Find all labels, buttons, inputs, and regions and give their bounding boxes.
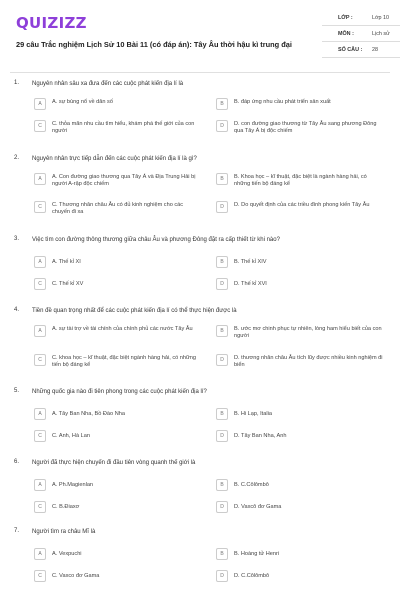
option-letter: D <box>216 354 228 366</box>
option-letter: C <box>34 501 46 513</box>
option-text: C. Thương nhân châu Âu có đủ kinh nghiệm cho các chuyến đi xa <box>52 202 184 216</box>
option-text: A. Vexpuchi <box>52 551 82 557</box>
option-text: B. đáp ứng nhu cầu phát triển sản xuất <box>234 99 331 105</box>
option-letter: B <box>216 256 228 268</box>
option-letter: B <box>216 479 228 491</box>
option-text: B. C.Côlômbô <box>234 482 269 488</box>
option-b[interactable] <box>216 479 388 497</box>
option-d[interactable] <box>216 278 388 296</box>
question-text: Người đã thực hiện chuyến đi đầu tiên vòng quanh thế giới là <box>32 460 196 466</box>
option-c[interactable] <box>34 354 206 372</box>
option-letter: A <box>34 325 46 337</box>
option-d[interactable] <box>216 430 388 448</box>
option-b[interactable] <box>216 173 388 191</box>
option-a[interactable] <box>34 479 206 497</box>
question-number: 3. <box>14 236 20 242</box>
option-a[interactable] <box>34 548 206 566</box>
option-d[interactable] <box>216 570 388 588</box>
option-text: B. Thế kỉ XIV <box>234 259 267 265</box>
option-text: B. Hi Lạp, Italia <box>234 411 272 417</box>
worksheet-title: 29 câu Trắc nghiệm Lịch Sử 10 Bài 11 (có đáp án): Tây Âu thời hậu kì trung đại <box>16 40 292 49</box>
option-b[interactable] <box>216 548 388 566</box>
option-text: A. sự tài trợ về tài chính của chính phủ các nước Tây Âu <box>52 326 193 332</box>
option-text: A. Tây Ban Nha, Bồ Đào Nha <box>52 411 125 417</box>
option-c[interactable] <box>34 278 206 296</box>
question-number: 2. <box>14 155 20 161</box>
option-text: D. Tây Ban Nha, Anh <box>234 433 287 439</box>
option-text: A. sự bùng nổ về dân số <box>52 99 113 105</box>
option-text: A. Thế kỉ XI <box>52 259 81 265</box>
option-letter: C <box>34 354 46 366</box>
option-text: C. thỏa mãn nhu cầu tìm hiểu, khám phá thế giới của con người <box>52 121 195 135</box>
question-number: 6. <box>14 459 20 465</box>
option-text: D. con đường giao thương từ Tây Âu sang phương Đông qua Tây Á bị độc chiếm <box>234 121 377 135</box>
option-letter: C <box>34 120 46 132</box>
option-d[interactable] <box>216 354 388 372</box>
option-b[interactable] <box>216 325 388 343</box>
option-text: D. Do quyết định của các triều đình phong kiến Tây Âu <box>234 202 370 208</box>
meta-label: SỐ CÂU : <box>338 47 363 53</box>
option-text: C. Thế kỉ XV <box>52 281 84 287</box>
option-letter: B <box>216 325 228 337</box>
option-letter: D <box>216 501 228 513</box>
header-divider <box>10 72 390 73</box>
meta-value: Lớp 10 <box>372 15 390 21</box>
option-letter: A <box>34 256 46 268</box>
option-a[interactable] <box>34 408 206 426</box>
meta-label: LỚP : <box>338 15 353 21</box>
option-text: D. thương nhân châu Âu tích lũy được nhiều kinh nghiệm đi biển <box>234 355 383 369</box>
option-a[interactable] <box>34 256 206 274</box>
option-b[interactable] <box>216 256 388 274</box>
meta-label: MÔN : <box>338 31 354 37</box>
question-text: Những quốc gia nào đi tiên phong trong các cuộc phát kiến địa lí? <box>32 389 207 395</box>
question-text: Người tìm ra châu Mĩ là <box>32 529 96 535</box>
meta-row-class <box>322 10 400 26</box>
option-letter: A <box>34 548 46 560</box>
option-d[interactable] <box>216 201 388 219</box>
option-a[interactable] <box>34 98 206 116</box>
option-letter: B <box>216 98 228 110</box>
option-c[interactable] <box>34 120 206 138</box>
option-letter: D <box>216 278 228 290</box>
option-text: A. Ph.Magienlan <box>52 482 94 488</box>
option-b[interactable] <box>216 98 388 116</box>
option-letter: B <box>216 548 228 560</box>
option-text: C. Vaxco đơ Gama <box>52 573 100 579</box>
option-letter: D <box>216 430 228 442</box>
option-d[interactable] <box>216 501 388 519</box>
option-c[interactable] <box>34 430 206 448</box>
worksheet-header <box>10 10 390 66</box>
option-text: B. ước mơ chinh phục tự nhiên, lòng ham hiểu biết của con người <box>234 326 382 340</box>
question-number: 5. <box>14 388 20 394</box>
question-text: Nguyên nhân trực tiếp dẫn đến các cuộc phát kiến địa lí là gì? <box>32 156 197 162</box>
question-text: Nguyên nhân sâu xa đưa đến các cuộc phát kiến địa lí là <box>32 81 184 87</box>
meta-row-subject <box>322 26 400 42</box>
option-letter: D <box>216 570 228 582</box>
option-letter: D <box>216 201 228 213</box>
meta-value: Lịch sử <box>372 31 390 37</box>
option-letter: A <box>34 408 46 420</box>
question-number: 4. <box>14 307 20 313</box>
option-text: C. Anh, Hà Lan <box>52 433 90 439</box>
question-text: Tiền đề quan trọng nhất để các cuộc phát kiến địa lí có thể thực hiện được là <box>32 308 237 314</box>
option-letter: C <box>34 430 46 442</box>
option-letter: C <box>34 201 46 213</box>
question-text: Việc tìm con đường thông thương giữa châu Âu và phương Đông đặt ra cấp thiết từ khi nào? <box>32 237 280 243</box>
option-c[interactable] <box>34 201 206 219</box>
option-text: D. C.Côlômbô <box>234 573 270 579</box>
meta-value: 28 <box>372 47 378 53</box>
option-letter: D <box>216 120 228 132</box>
option-letter: C <box>34 570 46 582</box>
option-letter: A <box>34 479 46 491</box>
question-number: 1. <box>14 80 20 86</box>
option-text: C. B.Điaxơ <box>52 504 80 510</box>
option-letter: C <box>34 278 46 290</box>
option-text: D. Thế kỉ XVI <box>234 281 267 287</box>
option-c[interactable] <box>34 570 206 588</box>
option-letter: A <box>34 98 46 110</box>
option-text: C. khoa học – kĩ thuật, đặc biệt ngành hàng hải, có những tiến bộ đáng kể <box>52 355 197 369</box>
option-text: B. Khoa học – kĩ thuật, đặc biệt là ngành hàng hải, có những tiến bộ đáng kể <box>234 174 367 188</box>
option-text: A. Con đường giao thương qua Tây Á và Địa Trung Hải bị người A-rập độc chiếm <box>52 174 196 188</box>
question-number: 7. <box>14 528 20 534</box>
quizizz-logo: QUIZIZZ <box>16 14 87 32</box>
option-c[interactable] <box>34 501 206 519</box>
option-letter: A <box>34 173 46 185</box>
option-d[interactable] <box>216 120 388 138</box>
option-a[interactable] <box>34 325 206 343</box>
option-a[interactable] <box>34 173 206 191</box>
option-letter: B <box>216 173 228 185</box>
option-text: D. Vaxcô đơ Gama <box>234 504 282 510</box>
option-text: B. Hoàng tử Henri <box>234 551 280 557</box>
meta-table <box>322 10 400 58</box>
option-letter: B <box>216 408 228 420</box>
option-b[interactable] <box>216 408 388 426</box>
meta-row-count <box>322 42 400 58</box>
